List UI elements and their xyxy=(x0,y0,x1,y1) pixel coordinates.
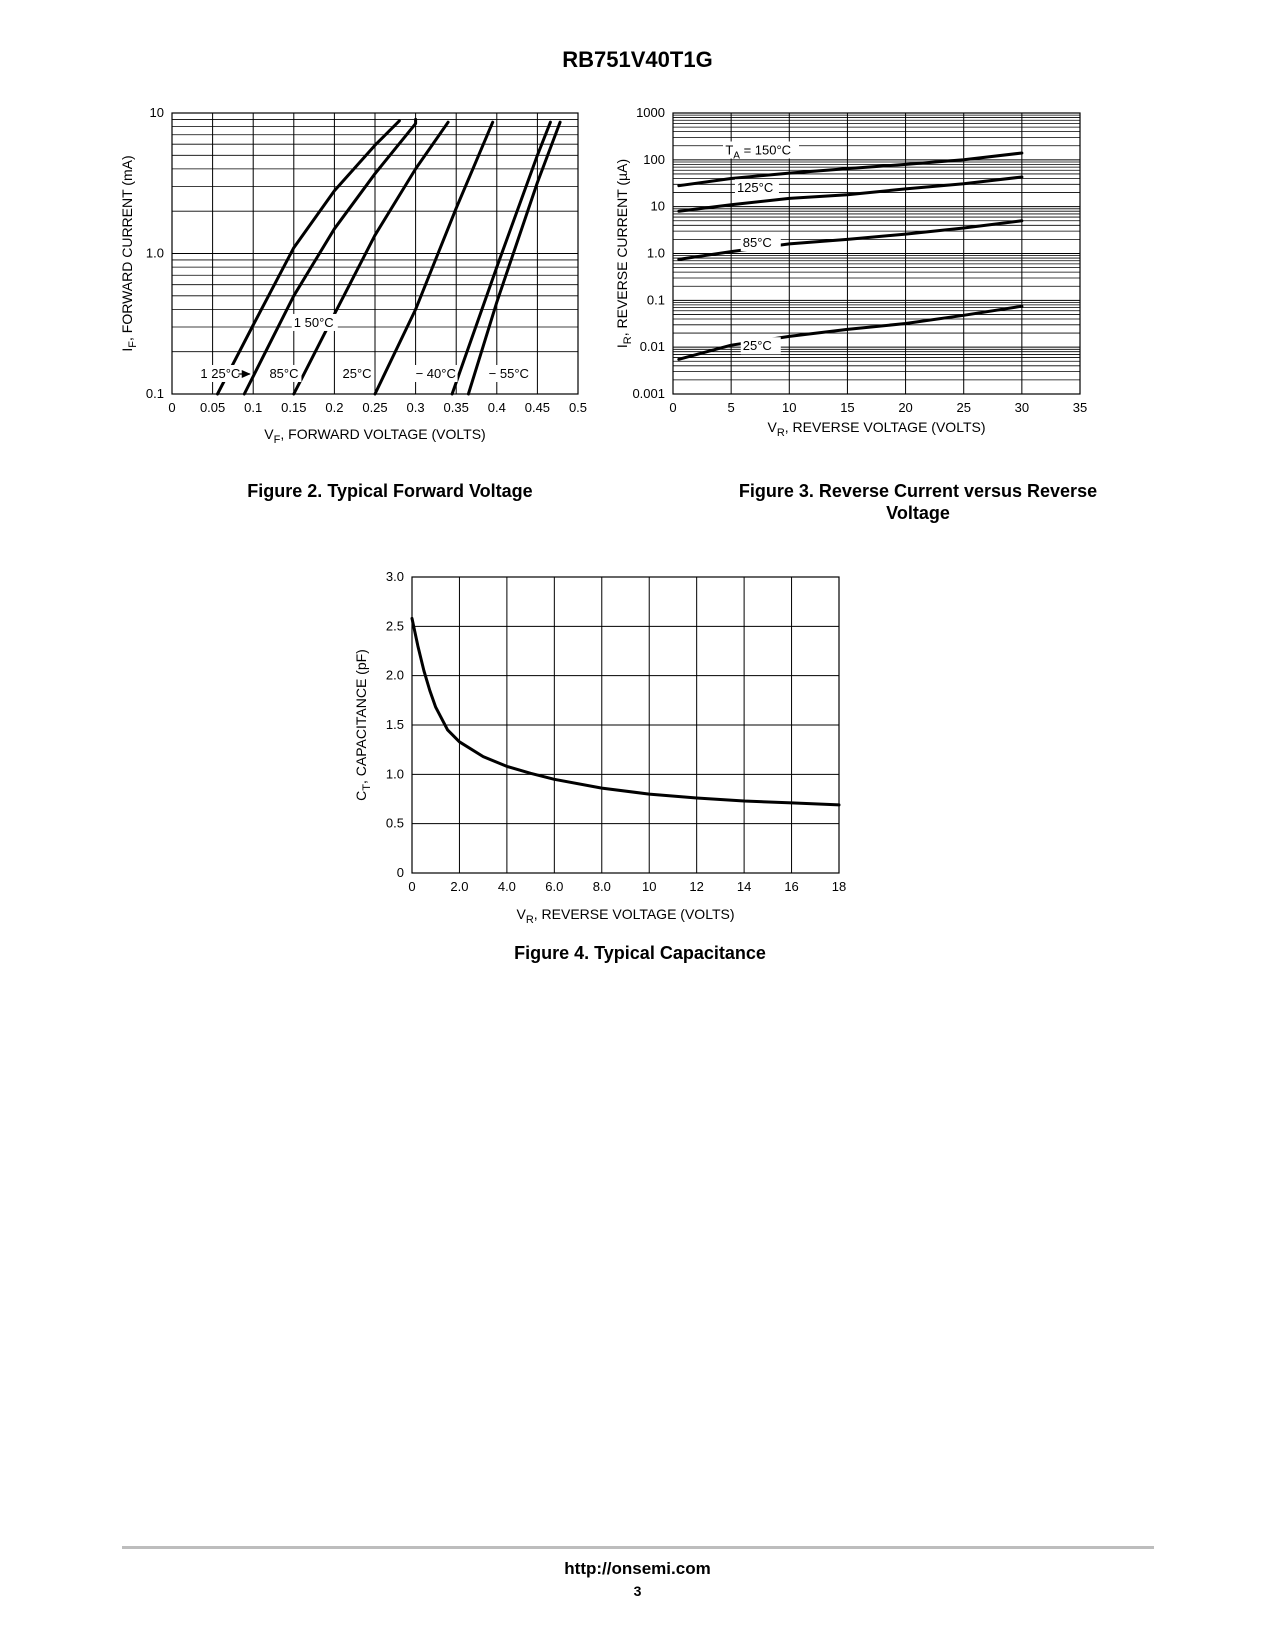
x-axis-label-main: V xyxy=(767,419,777,435)
y-axis-label-main: C xyxy=(353,790,369,801)
x-tick-label: 0.3 xyxy=(406,400,425,415)
x-tick-label: 20 xyxy=(898,400,913,415)
y-tick-label: 1.0 xyxy=(646,245,665,261)
curve-label-2: 85°C xyxy=(269,365,299,381)
figure-4-caption: Figure 4. Typical Capacitance xyxy=(514,943,766,963)
y-tick-label: 0.1 xyxy=(145,386,164,401)
x-tick-label: 5 xyxy=(727,400,735,415)
y-tick-label: 1.0 xyxy=(385,766,404,782)
x-axis-label xyxy=(767,419,985,439)
series-line-0 xyxy=(412,618,839,805)
x-axis-label-main: V xyxy=(264,426,274,442)
footer-url: http://onsemi.com xyxy=(564,1559,711,1578)
x-axis-label-sub: R xyxy=(776,427,785,439)
y-tick-label: 2.0 xyxy=(385,667,404,683)
x-tick-label: 12 xyxy=(689,879,704,894)
plot-grid xyxy=(172,113,578,394)
y-axis-label-sub: T xyxy=(361,783,373,791)
x-tick-label: 6.0 xyxy=(545,879,564,894)
y-tick-label: 2.5 xyxy=(385,618,404,634)
x-tick-label: 0.5 xyxy=(568,400,588,415)
y-tick-label: 0.1 xyxy=(646,292,665,308)
y-axis-label-rest: , FORWARD CURRENT (mA) xyxy=(119,155,135,341)
curve-label-3: 25°C xyxy=(742,338,772,354)
y-tick-label: 100 xyxy=(643,151,665,167)
y-axis-label xyxy=(353,649,373,801)
x-tick-label: 16 xyxy=(784,879,799,894)
x-tick-label: 10 xyxy=(641,879,657,894)
series-line-4 xyxy=(452,122,550,394)
x-tick-label: 0.35 xyxy=(443,400,469,415)
curve-label-2: 85°C xyxy=(742,235,772,251)
y-tick-label: 10 xyxy=(650,198,665,214)
plot-grid xyxy=(412,577,839,873)
y-axis-label-sub: R xyxy=(622,336,634,345)
x-tick-label: 0 xyxy=(408,879,416,894)
curve-label-1: 1 25°C xyxy=(200,365,241,381)
y-tick-label: 10 xyxy=(149,105,164,120)
x-tick-label: 15 xyxy=(840,400,855,415)
x-tick-label: 0.1 xyxy=(244,400,263,415)
y-tick-label: 1000 xyxy=(636,105,665,120)
series-line-5 xyxy=(468,122,560,394)
y-tick-label: 0.01 xyxy=(639,339,665,355)
x-tick-label: 25 xyxy=(956,400,971,415)
curve-label-5: − 55°C xyxy=(488,365,529,381)
x-tick-label: 30 xyxy=(1014,400,1030,415)
x-axis-label-rest: , REVERSE VOLTAGE (VOLTS) xyxy=(533,906,735,922)
x-axis-label-rest: , REVERSE VOLTAGE (VOLTS) xyxy=(784,419,986,435)
series-line-3 xyxy=(375,122,493,394)
curve-label-0-main: T xyxy=(725,142,734,158)
x-tick-label: 14 xyxy=(736,879,752,894)
x-tick-label: 4.0 xyxy=(497,879,516,894)
x-axis-label-sub: R xyxy=(525,914,534,926)
x-tick-label: 0.25 xyxy=(362,400,388,415)
y-axis-label-sub: F xyxy=(127,341,139,348)
y-axis-label xyxy=(119,155,139,351)
curve-label-0-sub: A xyxy=(733,150,740,162)
series-line-1 xyxy=(244,119,415,394)
x-tick-label: 35 xyxy=(1072,400,1088,415)
curve-label-4: − 40°C xyxy=(415,365,456,381)
y-axis-label-rest: , REVERSE CURRENT (µA) xyxy=(614,158,630,337)
y-axis-label-main: I xyxy=(119,347,135,352)
x-tick-label: 0 xyxy=(168,400,176,415)
x-tick-label: 18 xyxy=(831,879,847,894)
page-title: RB751V40T1G xyxy=(562,47,713,72)
curve-label-1: 125°C xyxy=(736,180,774,196)
y-axis-label-main: I xyxy=(614,344,630,349)
y-tick-label: 3.0 xyxy=(385,569,404,584)
y-axis-label xyxy=(614,159,634,348)
x-axis-label xyxy=(264,426,485,446)
forward-voltage-chart xyxy=(110,105,630,485)
page-number: 3 xyxy=(633,1583,642,1599)
x-tick-label: 0.2 xyxy=(325,400,344,415)
y-tick-label: 1.5 xyxy=(385,717,404,732)
series-line-0 xyxy=(218,121,400,394)
x-tick-label: 0 xyxy=(669,400,677,415)
x-tick-label: 0.05 xyxy=(199,400,226,415)
x-axis-label-main: V xyxy=(516,906,526,922)
capacitance-chart xyxy=(350,565,870,940)
curve-label-0: 1 50°C xyxy=(293,314,334,330)
x-tick-label: 8.0 xyxy=(592,879,611,894)
label-arrow-head xyxy=(242,370,251,378)
curve-label-0-rest: = 150°C xyxy=(739,142,792,158)
x-tick-label: 2.0 xyxy=(450,879,469,894)
reverse-current-chart xyxy=(614,105,1155,485)
x-axis-label xyxy=(516,906,734,926)
y-tick-label: 0 xyxy=(396,865,404,880)
y-tick-label: 0.5 xyxy=(385,815,404,831)
figure-3-caption: Figure 3. Reverse Current versus Reverse Voltage xyxy=(738,481,1098,523)
y-tick-label: 1.0 xyxy=(145,245,164,261)
curve-label-3: 25°C xyxy=(342,365,372,381)
footer-divider xyxy=(122,1546,1154,1549)
x-axis-label-rest: , FORWARD VOLTAGE (VOLTS) xyxy=(280,426,486,442)
x-tick-label: 0.45 xyxy=(524,400,551,415)
y-tick-label: 0.001 xyxy=(632,386,665,401)
x-tick-label: 0.4 xyxy=(487,400,506,415)
x-tick-label: 10 xyxy=(782,400,797,415)
x-axis-label-sub: F xyxy=(273,434,281,446)
x-tick-label: 0.15 xyxy=(281,400,307,415)
figure-2-caption: Figure 2. Typical Forward Voltage xyxy=(247,481,533,501)
series-line-1 xyxy=(679,177,1022,211)
y-axis-label-rest: , CAPACITANCE (pF) xyxy=(353,649,369,784)
